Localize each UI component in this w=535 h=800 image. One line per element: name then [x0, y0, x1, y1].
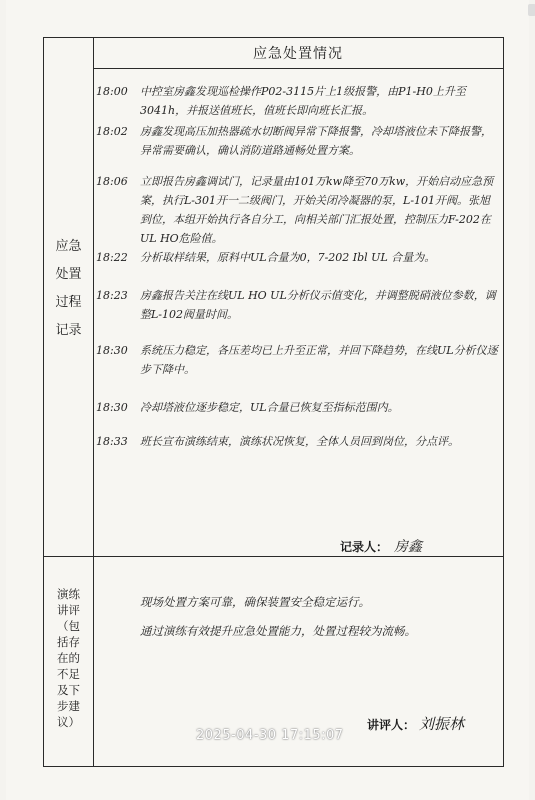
review-label-line: 步建 [57, 699, 80, 713]
review-label-line: 不足 [57, 667, 80, 681]
review-label-line: 议） [57, 715, 80, 729]
log-time: 18:33 [96, 435, 128, 448]
review-line: 现场处置方案可靠，确保装置安全稳定运行。 [140, 595, 370, 609]
log-text: 房鑫发现高压加热器疏水切断阀异常下降报警，冷却塔液位未下降报警，异常需要确认，确认消防道路通畅处置方案。 [140, 125, 492, 157]
process-label-line: 应急 [55, 239, 82, 254]
column-divider [93, 38, 94, 766]
review-label [44, 586, 93, 730]
log-text: 中控室房鑫发现巡检操作P02-3115片上1级报警，由P1-H0上升至3041h，并报送值班长，值班长即向班长汇报。 [140, 85, 466, 117]
document-sheet [6, 0, 529, 800]
binder-punch [528, 4, 535, 16]
process-label-line: 处置 [55, 267, 82, 282]
log-text: 班长宣布演练结束，演练状况恢复，全体人员回到岗位，分点评。 [140, 435, 459, 448]
recorder-signature: 房鑫 [394, 539, 423, 555]
log-time: 18:23 [96, 289, 128, 302]
log-time: 18:02 [96, 125, 128, 138]
review-label-line: 演练 [57, 587, 80, 601]
process-label-line: 过程 [55, 295, 82, 310]
log-text: 冷却塔液位逐步稳定，UL合量已恢复至指标范围内。 [140, 401, 399, 414]
log-time: 18:06 [96, 175, 128, 188]
log-text: 系统压力稳定，各压差均已上升至正常，并回下降趋势，在线UL分析仪逐步下降中。 [140, 344, 498, 376]
log-time: 18:00 [96, 85, 128, 98]
review-label-line: 在的 [57, 651, 80, 665]
reviewer-signature: 刘振林 [419, 715, 465, 733]
log-time: 18:22 [96, 251, 128, 264]
log-time: 18:30 [96, 401, 128, 414]
log-text: 分析取样结果，原料中UL合量为0，7-202 Ibl UL 合量为。 [140, 251, 436, 264]
review-label-line: 括存 [57, 635, 80, 649]
process-record-label [44, 233, 93, 345]
page-title: 应急处置情况 [253, 46, 343, 62]
section-divider [44, 556, 503, 557]
recorder-label: 记录人： [340, 540, 389, 554]
photo-timestamp: 2025-04-30 17:15:07 [196, 728, 344, 743]
log-time: 18:30 [96, 344, 128, 357]
review-label-line: 讲评 [57, 603, 80, 617]
reviewer-label: 讲评人： [367, 718, 416, 732]
review-label-line: （包 [57, 619, 80, 633]
header-divider [93, 68, 503, 69]
log-text: 立即报告房鑫调试门，记录量由101万kw降至70万kw，开始启动应急预案，执行L-301开一二级阀门，开始关闭冷凝器的泵，L-101开阀。张旭到位，本组开始执行各自分工，向相关部门汇报处置，控制压力F-202在UL HO危险值。 [140, 175, 494, 245]
recorder-signature-block [340, 536, 422, 556]
review-line: 通过演练有效提升应急处置能力，处置过程较为流畅。 [140, 624, 416, 638]
record-table [43, 37, 504, 767]
reviewer-signature-block [367, 713, 464, 734]
log-text: 房鑫报告关注在线UL HO UL分析仪示值变化，并调整脱硝液位参数，调整L-102阀量时间。 [140, 289, 496, 321]
review-label-line: 及下 [57, 683, 80, 697]
process-label-line: 记录 [55, 323, 82, 338]
